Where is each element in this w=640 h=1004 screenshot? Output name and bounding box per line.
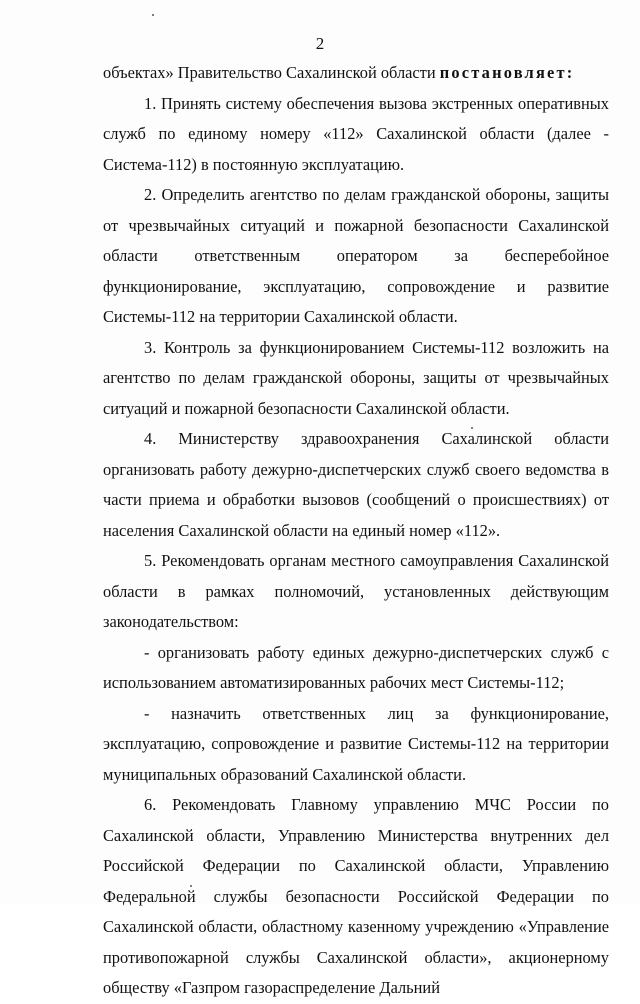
- intro-keyword: постановляет: [439, 63, 567, 82]
- paragraph-5-item-2: - назначить ответственных лиц за функционирование, эксплуатацию, сопровождение и развитие Системы-112 на территории муниципальных образований Сахалинской области.: [103, 703, 609, 784]
- paragraph-4: 4. Министерству здравоохранения Сахалинской области организовать работу дежурно-диспетчерских служб своего ведомства в части приема и обработки вызовов (сообщений о происшествиях) от населения Сахалинской области на единый номер «112».: [103, 429, 609, 540]
- scan-speck: [152, 14, 154, 16]
- paragraph-5: 5. Рекомендовать органам местного самоуправления Сахалинской области в рамках полномочий, установленных действующим законодательством:: [103, 551, 609, 631]
- paragraph-3: 3. Контроль за функционированием Системы-112 возложить на агентство по делам гражданской обороны, защиты от чрезвычайных ситуаций и пожарной безопасности Сахалинской области.: [103, 337, 609, 418]
- document-body: [103, 58, 609, 1004]
- paragraph-6: 6. Рекомендовать Главному управлению МЧС России по Сахалинской области, Управлению Министерства внутренних дел Российской Федерации по Сахалинской области, Управлению Федеральной службы безопасности Российской Федерации по Сахалинской области, областному казенному учреждению «Управление противопожарной службы Сахалинской области», акционерному обществу «Газпром газораспределение Дальний: [103, 795, 609, 997]
- intro-text: объектах» Правительство Сахалинской области: [103, 63, 440, 82]
- page-number: 2: [315, 34, 325, 53]
- paragraph-1: 1. Принять систему обеспечения вызова экстренных оперативных служб по единому номеру «112» Сахалинской области (далее - Система-112) в постоянную эксплуатацию.: [103, 93, 609, 174]
- scan-speck: [471, 427, 473, 429]
- paragraph-5-item-1: - организовать работу единых дежурно-диспетчерских служб с использованием автоматизированных рабочих мест Системы-112;: [103, 642, 609, 692]
- intro-paragraph: [103, 58, 609, 89]
- paragraph-2: 2. Определить агентство по делам гражданской обороны, защиты от чрезвычайных ситуаций и пожарной безопасности Сахалинской области ответственным оператором за бесперебойное функционирование, эксплуатацию, сопровождение и развитие Системы-112 на территории Сахалинской области.: [103, 185, 609, 326]
- scan-speck: [190, 885, 192, 887]
- intro-colon: :: [566, 63, 575, 82]
